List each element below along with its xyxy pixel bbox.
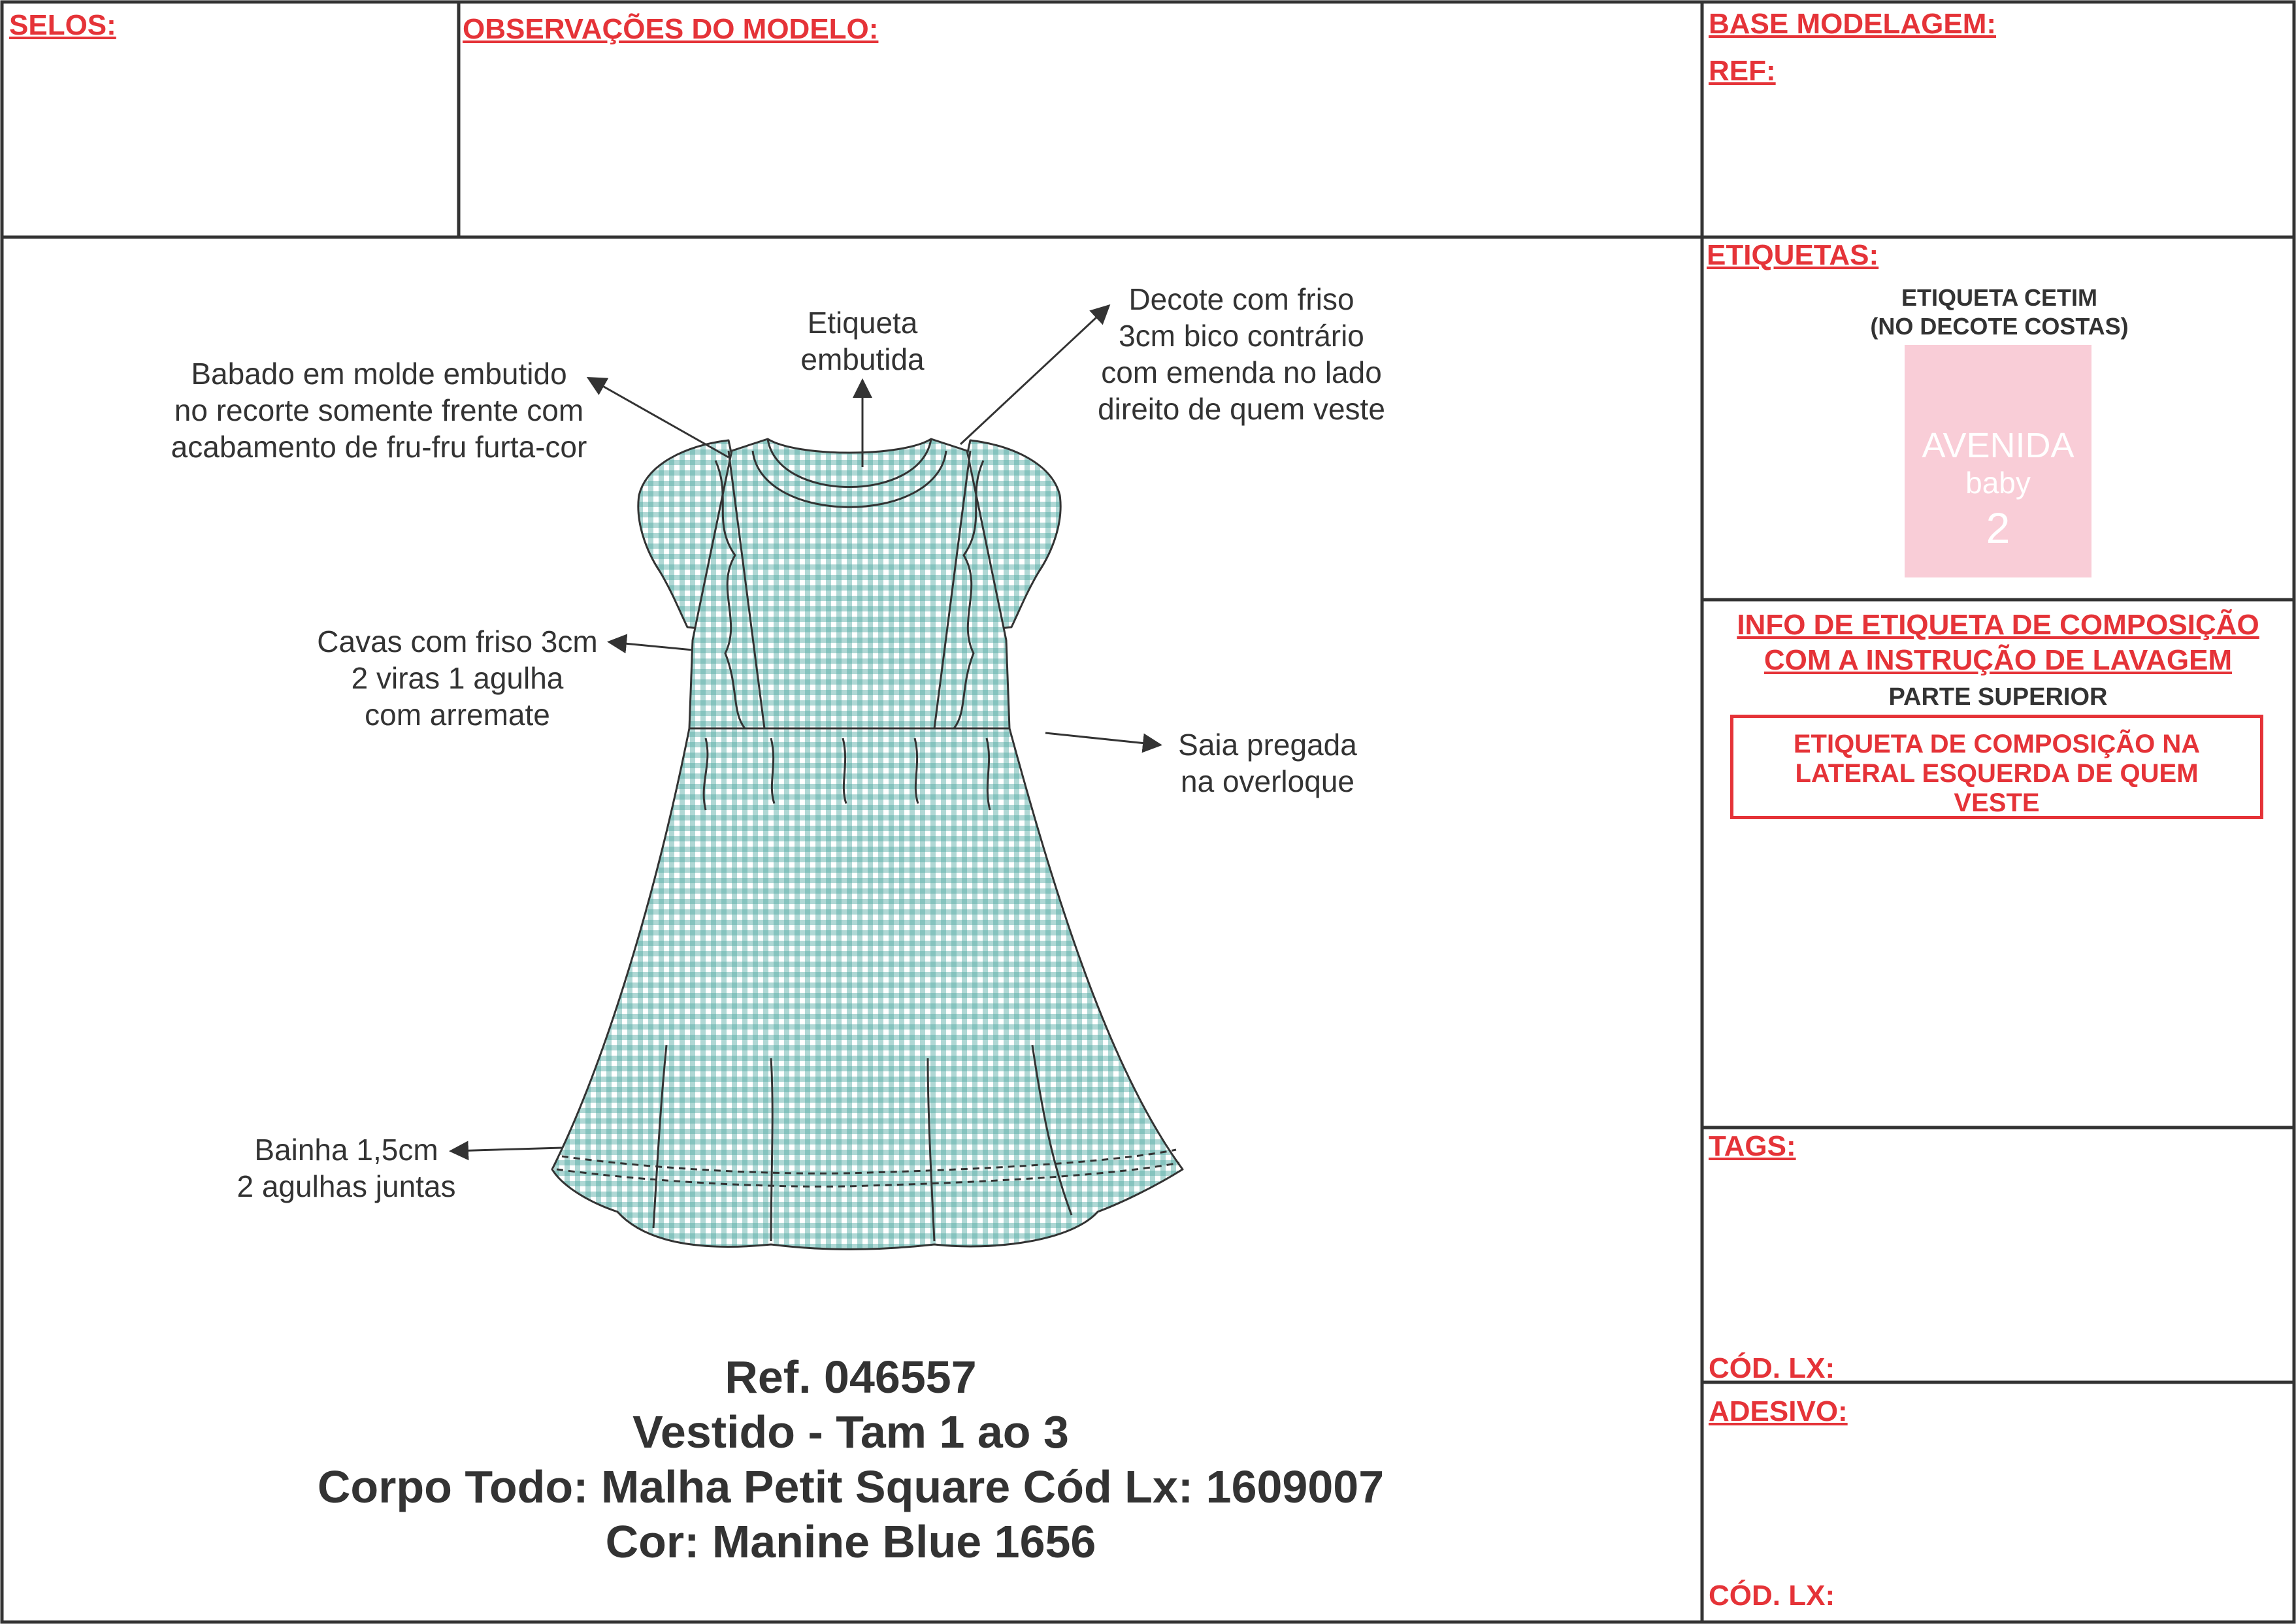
annotation-saia xyxy=(1150,726,1385,800)
annotation-babado-line3: acabamento de fru-fru furta-cor xyxy=(171,430,587,464)
caption-fabric: Corpo Todo: Malha Petit Square Cód Lx: 1609007 xyxy=(317,1461,1385,1512)
parte-superior-text: PARTE SUPERIOR xyxy=(1888,683,2108,711)
annotation-etiqueta xyxy=(732,304,993,378)
annotation-saia-line2: na overloque xyxy=(1181,764,1354,798)
annotation-decote-line1: Decote com friso xyxy=(1128,282,1354,316)
etiqueta-cetim-text xyxy=(1764,284,2235,341)
base-modelagem-label: BASE MODELAGEM: xyxy=(1709,8,1996,40)
annotation-babado-line2: no recorte somente frente com xyxy=(174,393,584,427)
annotation-decote xyxy=(1072,281,1411,427)
label-brand-text: AVENIDA xyxy=(1922,426,2075,465)
label-size-number: 2 xyxy=(1986,504,2010,552)
annotation-decote-line3: com emenda no lado xyxy=(1101,355,1382,389)
annotation-etiqueta-line1: Etiqueta xyxy=(807,306,918,340)
annotation-cavas xyxy=(294,623,621,733)
annotation-babado-line1: Babado em molde embutido xyxy=(191,357,567,391)
annotation-babado xyxy=(150,355,608,465)
skirt xyxy=(552,728,1183,1250)
annotation-cavas-line3: com arremate xyxy=(365,698,550,732)
bodice xyxy=(689,439,1009,728)
annotation-cavas-line1: Cavas com friso 3cm xyxy=(317,625,598,658)
annotation-decote-line4: direito de quem veste xyxy=(1098,392,1385,426)
caption-color: Cor: Manine Blue 1656 xyxy=(605,1516,1096,1567)
annotation-bainha-line2: 2 agulhas juntas xyxy=(237,1169,456,1203)
annotation-bainha xyxy=(216,1131,477,1205)
etiquetas-title: ETIQUETAS: xyxy=(1707,239,1879,271)
tags-cod-lx: CÓD. LX: xyxy=(1709,1352,1835,1384)
composicao-title xyxy=(1702,608,2294,678)
composicao-box-line2: LATERAL ESQUERDA DE QUEM xyxy=(1795,759,2199,788)
selos-label: SELOS: xyxy=(9,9,116,41)
composicao-title-line1: INFO DE ETIQUETA DE COMPOSIÇÃO xyxy=(1737,609,2259,641)
observacoes-label: OBSERVAÇÕES DO MODELO: xyxy=(463,13,879,45)
satin-label-swatch xyxy=(1905,345,2091,577)
composicao-box-line3: VESTE xyxy=(1954,788,2040,817)
ref-label: REF: xyxy=(1709,55,1776,87)
annotation-etiqueta-line2: embutida xyxy=(800,342,925,376)
adesivo-title: ADESIVO: xyxy=(1709,1395,1848,1427)
annotation-cavas-line2: 2 viras 1 agulha xyxy=(351,661,564,695)
composicao-title-line2: COM A INSTRUÇÃO DE LAVAGEM xyxy=(1763,644,2233,676)
label-sub-text: baby xyxy=(1965,466,2031,500)
etiqueta-cetim-line2: (NO DECOTE COSTAS) xyxy=(1870,313,2129,340)
etiqueta-cetim-line1: ETIQUETA CETIM xyxy=(1901,284,2097,311)
composicao-box-line1: ETIQUETA DE COMPOSIÇÃO NA xyxy=(1793,730,2201,758)
annotation-saia-line1: Saia pregada xyxy=(1178,728,1357,762)
annotation-bainha-line1: Bainha 1,5cm xyxy=(254,1133,438,1167)
adesivo-cod-lx: CÓD. LX: xyxy=(1709,1580,1835,1612)
caption-ref: Ref. 046557 xyxy=(725,1352,977,1403)
caption-product: Vestido - Tam 1 ao 3 xyxy=(632,1406,1069,1457)
product-caption xyxy=(0,1350,1701,1569)
annotation-decote-line2: 3cm bico contrário xyxy=(1119,319,1364,353)
composicao-box xyxy=(1730,715,2263,819)
tags-title: TAGS: xyxy=(1709,1130,1796,1162)
